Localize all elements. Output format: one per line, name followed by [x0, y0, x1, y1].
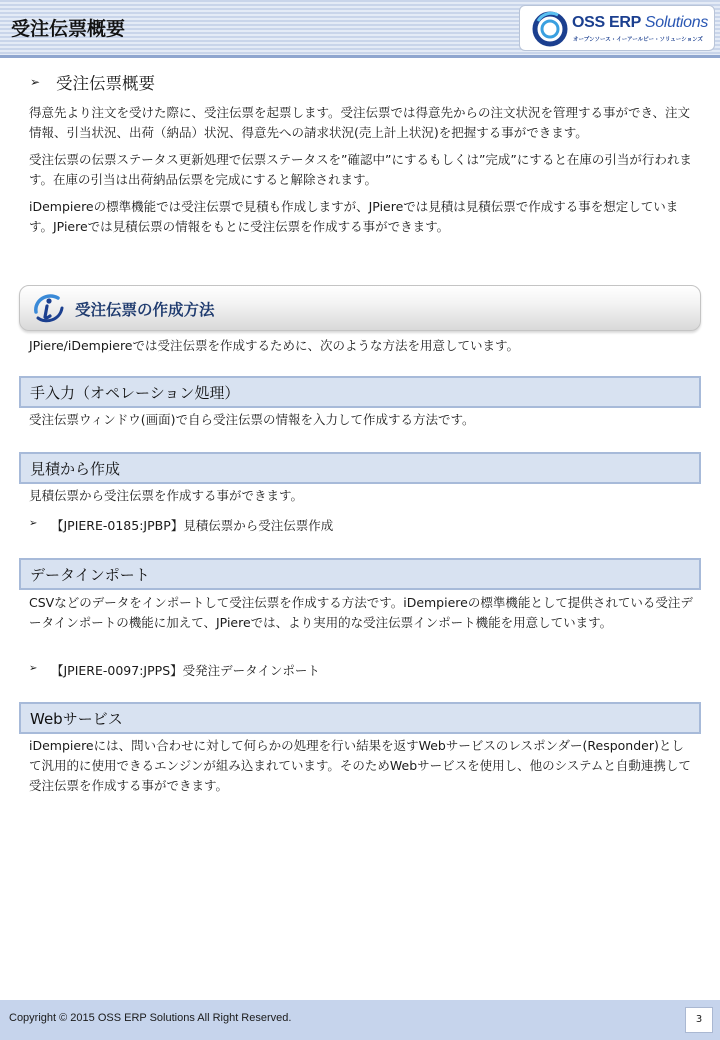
section-banner: [19, 285, 701, 331]
page-header: [0, 0, 720, 58]
method-import-link-text: 【JPIERE-0097:JPPS】受発注データインポート: [51, 663, 320, 678]
page-footer: [0, 1000, 720, 1040]
method-quote-title: 見積から作成: [30, 460, 121, 478]
oss-ring-icon: [532, 11, 568, 47]
arrow-bullet-icon: ➢: [29, 518, 38, 529]
section-title: 受注伝票の作成方法: [75, 301, 215, 319]
logo-name: OSS ERP: [572, 14, 641, 31]
logo-subtitle: オープンソース・イーアールピー・ソリューションズ: [573, 37, 703, 43]
page-number: 3: [685, 1007, 713, 1033]
section-lead: JPiere/iDempiereでは受注伝票を作成するために、次のような方法を用意しています。: [29, 338, 519, 353]
method-import-title: データインポート: [30, 566, 150, 584]
copyright-text: Copyright © 2015 OSS ERP Solutions All Right Reserved.: [9, 1012, 292, 1024]
company-logo: [519, 5, 715, 51]
swirl-i-icon: [30, 290, 66, 326]
logo-suffix: Solutions: [644, 14, 709, 31]
method-manual-desc: 受注伝票ウィンドウ(画面)で自ら受注伝票の情報を入力して作成する方法です。: [29, 412, 475, 427]
method-import-header: [19, 558, 701, 590]
arrow-bullet-icon: ➢: [30, 75, 41, 89]
method-quote-header: [19, 452, 701, 484]
method-quote-link: [29, 516, 333, 534]
method-quote-desc: 見積伝票から受注伝票を作成する事ができます。: [29, 488, 304, 503]
intro-heading: [29, 70, 693, 94]
intro-paragraph-2: 受注伝票の伝票ステータス更新処理で伝票ステータスを”確認中”にするもしくは”完成”にすると在庫の引当が行われます。在庫の引当は出荷納品伝票を完成にすると解除されます。: [29, 152, 692, 187]
logo-text: [572, 14, 708, 32]
method-webservice-desc: iDempiereには、問い合わせに対して何らかの処理を行い結果を返すWebサービスのレスポンダー(Responder)として汎用的に使用できるエンジンが組み込まれています。そのためWebサービスを使用し、他のシステムと自動連携して受注伝票を作成する事ができます。: [29, 738, 691, 793]
intro-section: [29, 70, 693, 244]
intro-paragraph-1: 得意先より注文を受けた際に、受注伝票を起票します。受注伝票では得意先からの注文状況を管理する事ができ、注文情報、引当状況、出荷（納品）状況、得意先への請求状況(売上計上状況)を把握する事ができます。: [29, 105, 691, 140]
method-webservice-header: [19, 702, 701, 734]
method-webservice-title: Webサービス: [30, 710, 123, 728]
intro-paragraph-3: iDempiereの標準機能では受注伝票で見積も作成しますが、JPiereでは見積は見積伝票で作成する事を想定しています。JPiereでは見積伝票の情報をもとに受注伝票を作成する事ができます。: [29, 199, 679, 234]
method-import-desc: CSVなどのデータをインポートして受注伝票を作成する方法です。iDempiereの標準機能として提供されている受注データインポートの機能に加えて、JPiereでは、より実用的な受注伝票インポート機能を用意しています。: [29, 595, 693, 630]
intro-heading-text: 受注伝票概要: [56, 74, 155, 93]
method-quote-link-text: 【JPIERE-0185:JPBP】見積伝票から受注伝票作成: [51, 518, 334, 533]
method-import-link: [29, 661, 320, 679]
method-manual-title: 手入力（オペレーション処理）: [30, 384, 240, 402]
method-manual-header: [19, 376, 701, 408]
page-title: 受注伝票概要: [11, 18, 126, 40]
arrow-bullet-icon: ➢: [29, 663, 38, 674]
